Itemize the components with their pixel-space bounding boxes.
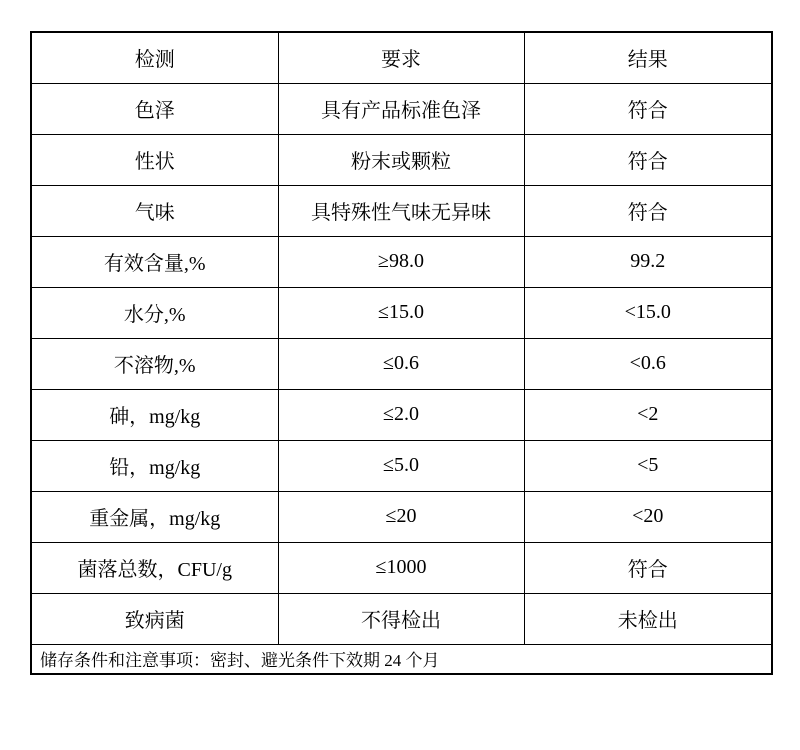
requirement-cell: ≤0.6 — [278, 338, 524, 389]
header-row — [31, 32, 772, 83]
item-cell: 致病菌 — [31, 593, 278, 644]
footer-row — [31, 644, 772, 674]
item-cell: 铅，mg/kg — [31, 440, 278, 491]
table-row — [31, 440, 772, 491]
requirement-cell: ≤2.0 — [278, 389, 524, 440]
item-cell: 菌落总数，CFU/g — [31, 542, 278, 593]
storage-note: 储存条件和注意事项：密封、避光条件下效期 24 个月 — [31, 644, 772, 674]
item-cell: 有效含量,% — [31, 236, 278, 287]
result-cell: 符合 — [524, 134, 772, 185]
item-cell: 性状 — [31, 134, 278, 185]
result-cell: <0.6 — [524, 338, 772, 389]
result-cell: <5 — [524, 440, 772, 491]
header-cell-item: 检测 — [31, 32, 278, 83]
requirement-cell: 不得检出 — [278, 593, 524, 644]
table-row — [31, 185, 772, 236]
table-row — [31, 287, 772, 338]
table-row — [31, 491, 772, 542]
result-cell: 99.2 — [524, 236, 772, 287]
table-row — [31, 338, 772, 389]
result-cell: <2 — [524, 389, 772, 440]
requirement-cell: ≤1000 — [278, 542, 524, 593]
item-cell: 重金属，mg/kg — [31, 491, 278, 542]
requirement-cell: ≤15.0 — [278, 287, 524, 338]
table-row — [31, 593, 772, 644]
requirement-cell: 具有产品标准色泽 — [278, 83, 524, 134]
table-body — [31, 83, 772, 644]
result-cell: 未检出 — [524, 593, 772, 644]
table-header — [31, 32, 772, 83]
requirement-cell: ≤5.0 — [278, 440, 524, 491]
header-cell-requirement: 要求 — [278, 32, 524, 83]
result-cell: 符合 — [524, 185, 772, 236]
table-row — [31, 83, 772, 134]
requirement-cell: ≤20 — [278, 491, 524, 542]
requirement-cell: ≥98.0 — [278, 236, 524, 287]
result-cell: <20 — [524, 491, 772, 542]
item-cell: 色泽 — [31, 83, 278, 134]
table-footer — [31, 644, 772, 674]
table-row — [31, 134, 772, 185]
result-cell: 符合 — [524, 542, 772, 593]
item-cell: 气味 — [31, 185, 278, 236]
requirement-cell: 具特殊性气味无异味 — [278, 185, 524, 236]
header-cell-result: 结果 — [524, 32, 772, 83]
table-row — [31, 389, 772, 440]
item-cell: 砷，mg/kg — [31, 389, 278, 440]
requirement-cell: 粉末或颗粒 — [278, 134, 524, 185]
table-row — [31, 236, 772, 287]
quality-inspection-table — [30, 31, 773, 675]
item-cell: 水分,% — [31, 287, 278, 338]
table-row — [31, 542, 772, 593]
item-cell: 不溶物,% — [31, 338, 278, 389]
result-cell: 符合 — [524, 83, 772, 134]
result-cell: <15.0 — [524, 287, 772, 338]
